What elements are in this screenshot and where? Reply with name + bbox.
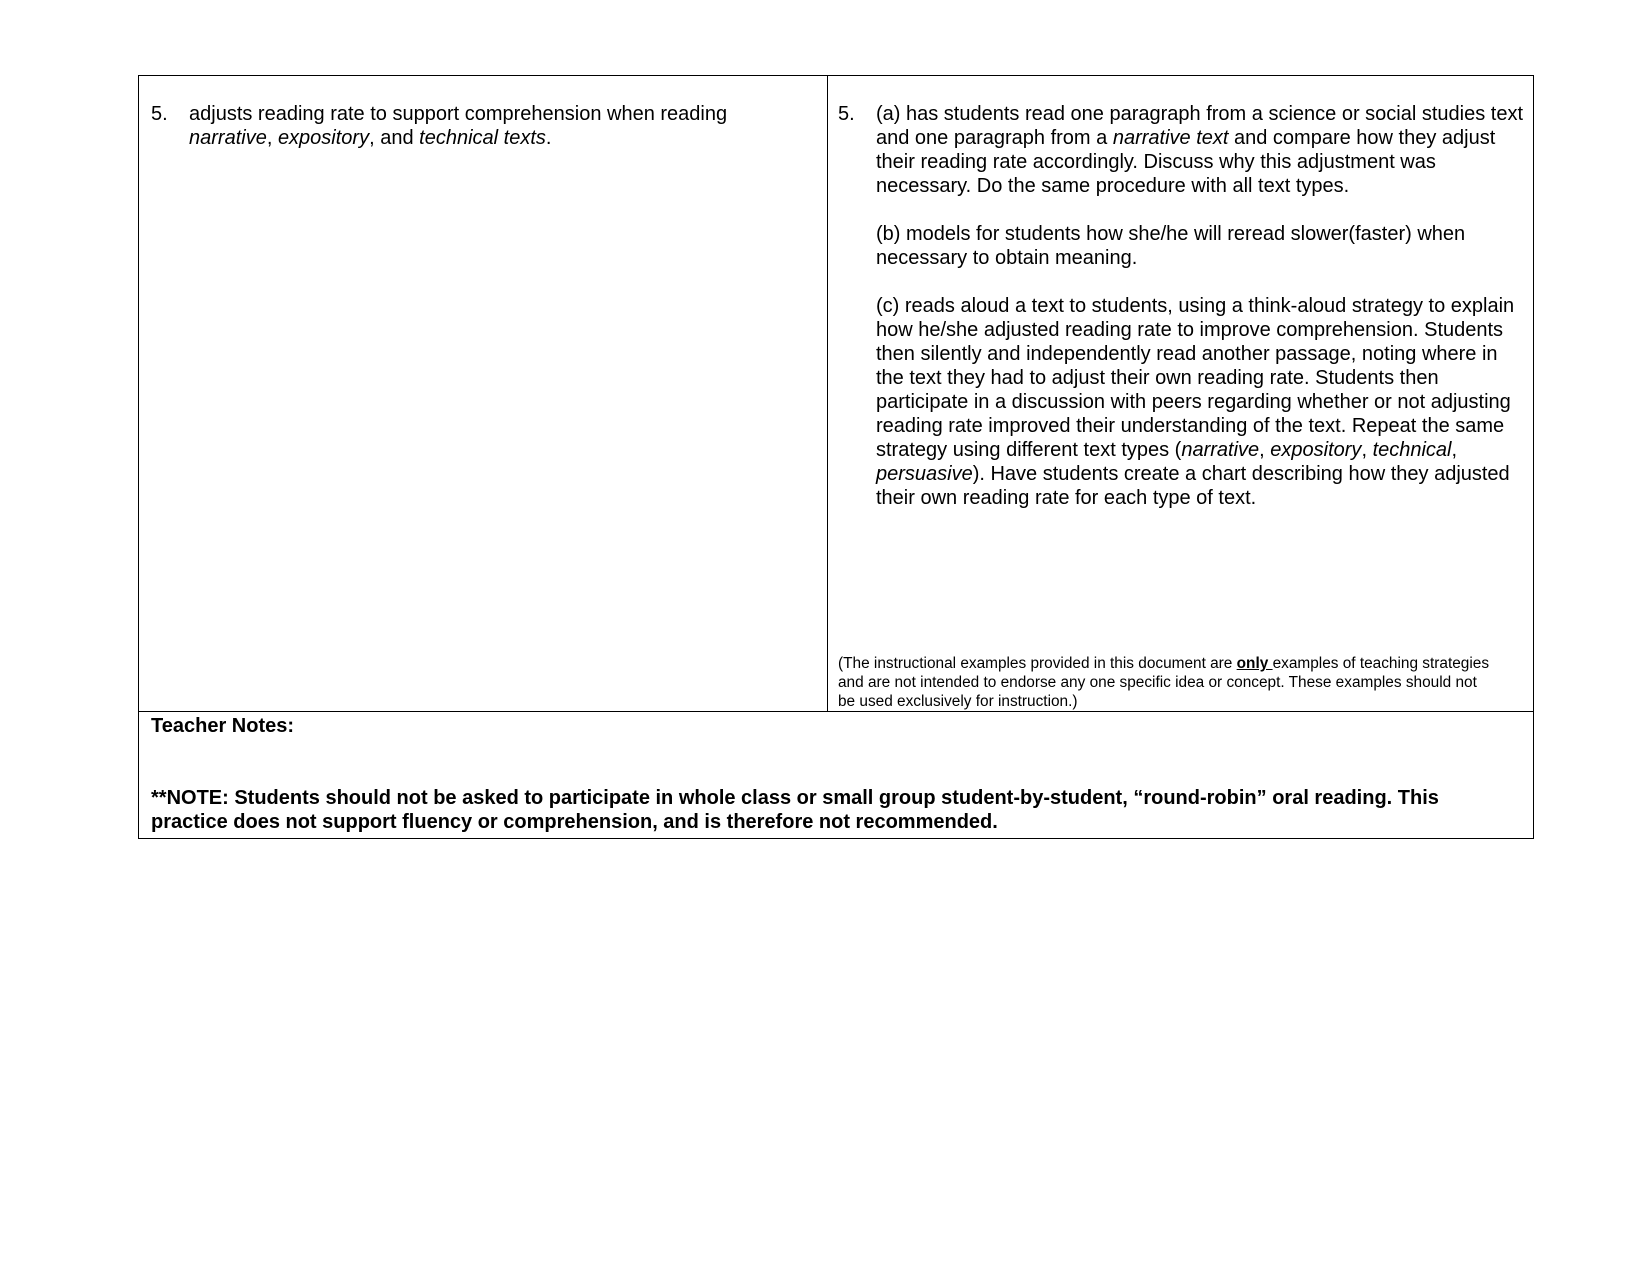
strategy-c: (c) reads aloud a text to students, using a think-aloud strategy to explain how he/she adjusted reading rate to improve comprehension. Students then silently and independently read another passage, noting where in the text they had to adjust their own reading rate. Students then participate in a discussion with peers regarding whether or not adjusting reading rate improved their understanding of the text. Repeat the same strategy using different text types (narrative, expository, technical, persuasive). Have students create a chart describing how they adjusted their own reading rate for each type of text.	[876, 295, 1515, 509]
strategy-number: 5.	[838, 103, 855, 125]
strategy-a: (a) has students read one paragraph from a science or social studies text and one paragraph from a narrative text and compare how they adjust their reading rate accordingly. Discuss why this adjustment was necessary. Do the same procedure with all text types.	[876, 103, 1524, 197]
term-narrative: narrative	[189, 127, 267, 149]
benchmark-cell	[139, 76, 828, 711]
standard-row	[139, 76, 1533, 712]
round-robin-note: **NOTE: Students should not be asked to participate in whole class or small group student-by-student, “round-robin” oral reading. This practice does not support fluency or comprehension, and is therefore not recommended.	[151, 787, 1439, 833]
strategy-item	[838, 102, 1523, 510]
benchmark-item	[151, 102, 817, 150]
instruction-table	[138, 75, 1534, 839]
teacher-notes-row	[139, 712, 1533, 838]
benchmark-line: adjusts reading rate to support comprehension when reading	[189, 103, 728, 125]
disclaimer-emphasis: only	[1236, 655, 1273, 672]
strategies-cell	[828, 76, 1533, 711]
strategy-body	[876, 102, 1523, 510]
term-expository: expository	[277, 127, 370, 149]
benchmark-number: 5.	[151, 103, 168, 125]
benchmark-text: adjusts reading rate to support comprehension when reading narrative, expository, and technical texts.	[189, 103, 728, 149]
term-technical-texts: technical texts	[419, 127, 546, 149]
teacher-notes-label: Teacher Notes:	[151, 715, 295, 737]
strategy-b: (b) models for students how she/he will reread slower(faster) when necessary to obtain meaning.	[876, 223, 1466, 269]
disclaimer: (The instructional examples provided in this document are only examples of teaching strategies and are not intended to endorse any one specific idea or concept. These examples should not be used exclusively for instruction.)	[838, 655, 1490, 710]
